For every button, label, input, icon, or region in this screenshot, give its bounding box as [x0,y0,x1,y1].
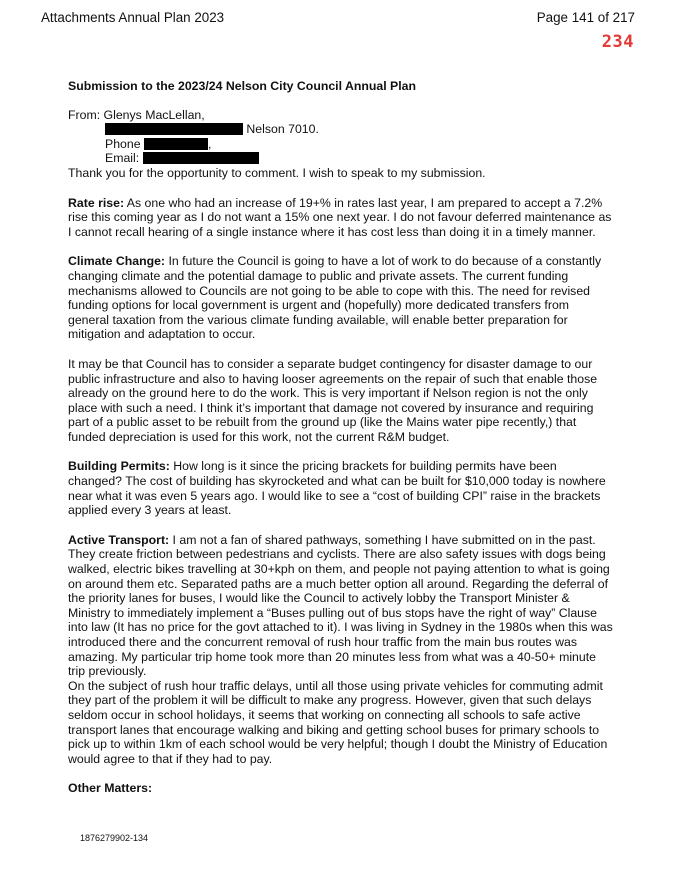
climate-change-paragraph [68,254,613,342]
climate-change-paragraph-2: It may be that Council has to consider a separate budget contingency for disaster damage to our public infrastructure and also to having looser agreements on the repair of such that enable those already on the ground here to do the work. This is very important if Nelson region is not the only place with such a need. I think it’s important that damage not covered by insurance and requiring part of a public asset to be rebuilt from the ground up (like the Mains water pipe recently,) that funded depreciation is used for this work, not the current R&M budget. [68,356,598,444]
email-label: Email: [105,151,140,166]
active-transport-body: I am not a fan of shared pathways, something I have submitted on in the past. They create friction between pedestrians and cyclists. There are also safety issues with dogs being walked, electric bikes travelling at 30+kph on them, and people not paying attention to what is going on around them etc. Separated paths are a much better option all around. Regarding the deferral of the priority lanes for buses, I would like the Council to actively lobby the Transport Minister & Ministry to immediately implement a “Buses pulling out of bus stops have the right of way” Clause into law (It has no price for the govt attached to it). I was living in Sydney in the 1980s when this was introduced there and the concurrent removal of rush hour traffic from the main bus routes was amazing. My particular trip home took more than 20 minutes less from what was a 40-50+ minute trip previously. [68,532,613,679]
from-block [68,108,613,166]
address-line [68,122,613,137]
rate-rise-paragraph [68,196,613,240]
redacted-phone [144,138,208,150]
phone-line [68,137,613,152]
active-transport-paragraph [68,533,613,679]
from-line: From: Glenys MacLellan, [68,107,205,122]
page-stamp-number: 234 [601,32,634,52]
active-transport-paragraph-2: On the subject of rush hour traffic delays, until all those using private vehicles for commuting admit they part of the problem it will be difficult to make any progress. However, given that such delays seldom occur in school holidays, it seems that working on connecting all schools to safe active transport lanes that encourage walking and biking and getting school buses for primary schools to pick up to within 1km of each school would be very helpful; though I doubt the Ministry of Education would agree to that if they had to pay. [68,678,608,766]
climate-change-heading: Climate Change: [68,254,166,269]
other-matters-heading: Other Matters: [68,781,153,796]
phone-comma: , [207,136,212,151]
active-transport-heading: Active Transport: [68,532,170,547]
redacted-address [105,123,243,135]
building-permits-body: How long is it since the pricing brackets for building permits have been changed? The cost of building has skyrocketed and what can be built for $10,000 today is nowhere near what it was even 5 years ago. I would like to see a “cost of building CPI” raise in the brackets applied every 3 years at least. [68,459,606,518]
email-line [68,151,613,166]
redacted-email [143,152,259,164]
document-body [68,79,613,811]
intro-paragraph: Thank you for the opportunity to comment. I wish to speak to my submission. [68,165,486,180]
other-matters-paragraph [68,781,613,796]
building-permits-heading: Building Permits: [68,459,170,474]
document-footer-id: 1876279902-134 [80,833,149,843]
address-city: Nelson 7010. [246,122,319,137]
rate-rise-body: As one who had an increase of 19+% in rates last year, I am prepared to accept a 7.2% rise this coming year as I do not want a 15% one next year. I do not favour deferred maintenance as I cannot recall hearing of a single instance where it has cost less than doing it in a timely manner. [68,195,612,239]
rate-rise-heading: Rate rise: [68,195,125,210]
building-permits-paragraph [68,459,613,517]
header-doc-title: Attachments Annual Plan 2023 [41,10,225,25]
submission-title: Submission to the 2023/24 Nelson City Council Annual Plan [68,79,417,93]
phone-label: Phone [105,136,141,151]
climate-change-body: In future the Council is going to have a lot of work to do because of a constantly changing climate and the potential damage to public and private assets. The current funding mechanisms allowed to Councils are not going to be able to cope with this. The need for revised funding options for local government is urgent and (hopefully) more dedicated transfers from general taxation from the various climate funding available, will enable better preparation for mitigation and adaptation to occur. [68,254,602,342]
page-number: Page 141 of 217 [536,10,635,25]
